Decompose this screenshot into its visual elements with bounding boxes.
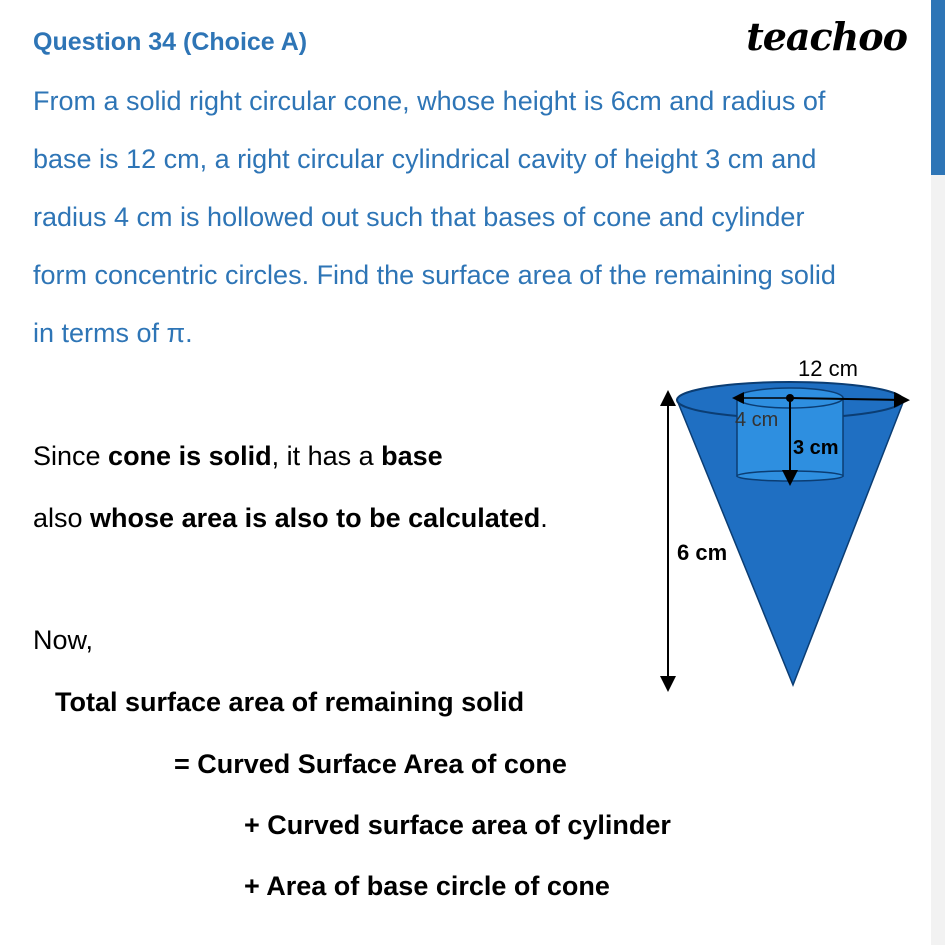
equation-line-3: + Area of base circle of cone	[244, 871, 610, 901]
bold-segment: base	[381, 441, 443, 471]
text-segment: also	[33, 503, 91, 533]
bold-segment: whose area is also to be calculated	[90, 503, 541, 533]
now-label: Now,	[33, 625, 94, 655]
solution-line-2	[33, 503, 548, 534]
equation-line-2: + Curved surface area of cylinder	[244, 810, 671, 840]
label-4cm: 4 cm	[735, 409, 779, 431]
cone-figure	[640, 350, 915, 695]
text-segment: Since	[33, 441, 109, 471]
label-12cm: 12 cm	[798, 356, 858, 381]
label-6cm: 6 cm	[677, 540, 728, 565]
question-line-3: radius 4 cm is hollowed out such that bases of cone and cylinder	[33, 202, 805, 232]
question-line-4: form concentric circles. Find the surface area of the remaining solid	[33, 260, 836, 290]
scrollbar-track[interactable]	[931, 0, 945, 945]
question-line-1: From a solid right circular cone, whose height is 6cm and radius of	[33, 86, 826, 116]
tsa-heading: Total surface area of remaining solid	[55, 687, 525, 717]
text-segment: , it has a	[271, 441, 382, 471]
equation-line-1: = Curved Surface Area of cone	[174, 749, 567, 779]
text-segment: .	[540, 503, 548, 533]
brand-logo: teachoo	[746, 14, 907, 59]
scrollbar-thumb[interactable]	[931, 0, 945, 175]
label-3cm: 3 cm	[793, 437, 839, 459]
question-title: Question 34 (Choice A)	[33, 28, 308, 56]
question-line-5: in terms of π.	[33, 318, 193, 348]
question-line-2: base is 12 cm, a right circular cylindrical cavity of height 3 cm and	[33, 144, 817, 174]
solution-line-1	[33, 441, 443, 472]
bold-segment: cone is solid	[108, 441, 272, 471]
